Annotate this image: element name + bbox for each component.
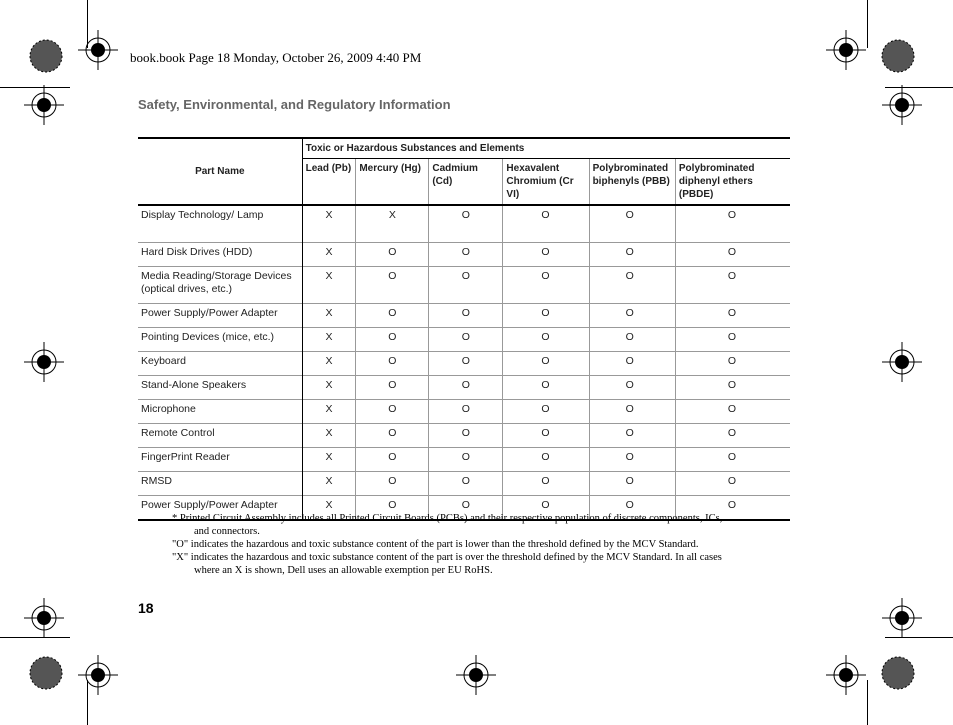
part-name-cell: Power Supply/Power Adapter — [138, 496, 302, 521]
crosshair-icon — [882, 85, 922, 125]
substance-cell: O — [675, 376, 790, 400]
table-row — [138, 243, 790, 267]
table-row — [138, 400, 790, 424]
table-row — [138, 267, 790, 304]
column-header: Polybrominated diphenyl ethers (PBDE) — [675, 159, 790, 206]
footnote-continuation: where an X is shown, Dell uses an allowable exemption per EU RoHS. — [194, 565, 493, 576]
substance-cell: O — [589, 400, 675, 424]
table-row — [138, 472, 790, 496]
substance-cell: O — [503, 496, 589, 521]
substance-cell: X — [302, 352, 356, 376]
substance-cell: O — [356, 472, 429, 496]
substance-cell: O — [356, 496, 429, 521]
table-row — [138, 328, 790, 352]
substance-cell: O — [503, 448, 589, 472]
part-name-cell: Microphone — [138, 400, 302, 424]
group-header: Toxic or Hazardous Substances and Elements — [302, 138, 790, 159]
table-row — [138, 424, 790, 448]
substance-cell: O — [356, 376, 429, 400]
substance-cell: O — [589, 496, 675, 521]
substance-cell: O — [356, 352, 429, 376]
crop-mark — [867, 680, 868, 725]
substance-cell: X — [302, 267, 356, 304]
substance-cell: O — [429, 472, 503, 496]
footnote: * Printed Circuit Assembly includes all Printed Circuit Boards (PCBs) and their respective population of discrete components, ICs, — [172, 513, 723, 524]
substance-cell: O — [356, 424, 429, 448]
crosshair-icon — [78, 655, 118, 695]
substance-cell: O — [429, 376, 503, 400]
substance-cell: O — [675, 472, 790, 496]
crosshair-icon — [24, 598, 64, 638]
substance-cell: O — [503, 352, 589, 376]
substance-cell: O — [429, 267, 503, 304]
substance-cell: O — [429, 304, 503, 328]
substances-table — [138, 137, 790, 521]
substance-cell: O — [503, 424, 589, 448]
part-name-cell: Stand-Alone Speakers — [138, 376, 302, 400]
column-header: Polybrominated biphenyls (PBB) — [589, 159, 675, 206]
substance-cell: O — [503, 376, 589, 400]
crosshair-icon — [78, 30, 118, 70]
substance-cell: O — [356, 304, 429, 328]
substance-cell: O — [503, 472, 589, 496]
substance-cell: O — [675, 243, 790, 267]
substance-cell: O — [503, 205, 589, 243]
part-name-cell: RMSD — [138, 472, 302, 496]
substance-cell: O — [675, 328, 790, 352]
substance-cell: O — [429, 352, 503, 376]
crosshair-icon — [882, 598, 922, 638]
column-header: Hexavalent Chromium (Cr VI) — [503, 159, 589, 206]
substance-cell: O — [589, 472, 675, 496]
part-name-cell: Keyboard — [138, 352, 302, 376]
table-row — [138, 205, 790, 243]
substance-cell: O — [589, 352, 675, 376]
substance-cell: O — [675, 352, 790, 376]
substance-cell: O — [589, 304, 675, 328]
part-name-cell: Media Reading/Storage Devices (optical drives, etc.) — [138, 267, 302, 304]
substance-cell: O — [429, 243, 503, 267]
substance-cell: O — [503, 243, 589, 267]
substance-cell: O — [675, 304, 790, 328]
substance-cell: X — [302, 496, 356, 521]
registration-wheel-icon — [880, 38, 916, 74]
section-title: Safety, Environmental, and Regulatory Information — [138, 97, 451, 112]
crosshair-icon — [826, 30, 866, 70]
substance-cell: O — [429, 205, 503, 243]
substance-cell: X — [302, 400, 356, 424]
substance-cell: O — [675, 400, 790, 424]
crosshair-icon — [24, 342, 64, 382]
column-header: Mercury (Hg) — [356, 159, 429, 206]
substance-cell: O — [429, 400, 503, 424]
print-header: book.book Page 18 Monday, October 26, 2009 4:40 PM — [130, 50, 422, 65]
substance-cell: X — [302, 205, 356, 243]
substance-cell: O — [503, 304, 589, 328]
footnote-continuation: and connectors. — [194, 526, 260, 537]
part-name-cell: FingerPrint Reader — [138, 448, 302, 472]
substance-cell: O — [589, 448, 675, 472]
part-name-header: Part Name — [138, 138, 302, 205]
substance-cell: O — [675, 448, 790, 472]
column-header: Lead (Pb) — [302, 159, 356, 206]
substance-cell: O — [429, 328, 503, 352]
substance-cell: X — [302, 376, 356, 400]
substance-cell: X — [302, 328, 356, 352]
registration-wheel-icon — [880, 655, 916, 691]
part-name-cell: Pointing Devices (mice, etc.) — [138, 328, 302, 352]
substance-cell: X — [356, 205, 429, 243]
registration-wheel-icon — [28, 655, 64, 691]
footnotes — [172, 512, 792, 577]
page-number: 18 — [138, 600, 154, 616]
substance-cell: X — [302, 304, 356, 328]
substance-cell: O — [503, 328, 589, 352]
substance-cell: O — [503, 400, 589, 424]
substance-cell: X — [302, 472, 356, 496]
substance-cell: X — [302, 243, 356, 267]
substance-cell: O — [429, 424, 503, 448]
column-header: Cadmium (Cd) — [429, 159, 503, 206]
substance-cell: O — [675, 496, 790, 521]
footnote: "X" indicates the hazardous and toxic substance content of the part is over the threshold defined by the MCV Standard. In all cases — [172, 552, 722, 563]
crosshair-icon — [456, 655, 496, 695]
table-row — [138, 304, 790, 328]
substance-cell: O — [675, 205, 790, 243]
table-row — [138, 352, 790, 376]
substance-cell: O — [503, 267, 589, 304]
crosshair-icon — [826, 655, 866, 695]
part-name-cell: Display Technology/ Lamp — [138, 205, 302, 243]
footnote: "O" indicates the hazardous and toxic substance content of the part is lower than the threshold defined by the MCV Standard. — [172, 539, 699, 550]
registration-wheel-icon — [28, 38, 64, 74]
crosshair-icon — [24, 85, 64, 125]
part-name-cell: Power Supply/Power Adapter — [138, 304, 302, 328]
substance-cell: O — [429, 448, 503, 472]
substance-cell: O — [675, 267, 790, 304]
crop-mark — [867, 0, 868, 48]
part-name-cell: Hard Disk Drives (HDD) — [138, 243, 302, 267]
substance-cell: X — [302, 448, 356, 472]
substance-cell: O — [356, 328, 429, 352]
table-row — [138, 376, 790, 400]
substance-cell: O — [356, 400, 429, 424]
substance-cell: O — [589, 267, 675, 304]
substance-cell: O — [589, 328, 675, 352]
crosshair-icon — [882, 342, 922, 382]
substance-cell: O — [589, 205, 675, 243]
substance-cell: O — [356, 243, 429, 267]
substance-cell: O — [675, 424, 790, 448]
substance-cell: O — [589, 243, 675, 267]
substance-cell: O — [356, 267, 429, 304]
table-row — [138, 448, 790, 472]
substance-cell: X — [302, 424, 356, 448]
part-name-cell: Remote Control — [138, 424, 302, 448]
substance-cell: O — [429, 496, 503, 521]
substance-cell: O — [589, 424, 675, 448]
substance-cell: O — [356, 448, 429, 472]
substance-cell: O — [589, 376, 675, 400]
